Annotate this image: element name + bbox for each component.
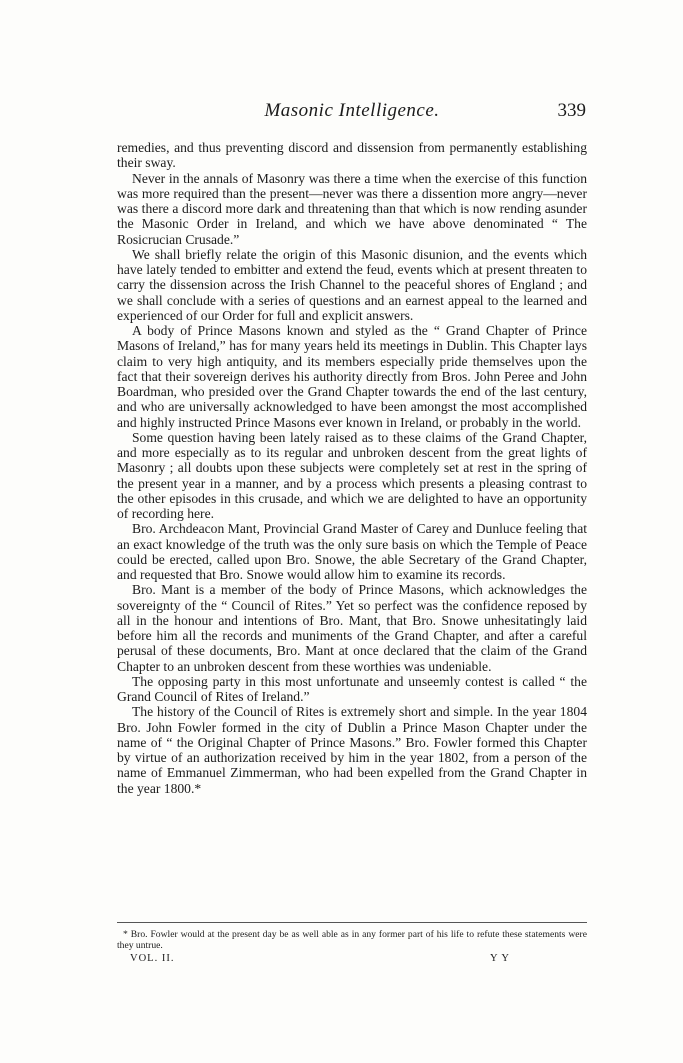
volume-mark: VOL. II. xyxy=(130,953,175,964)
paragraph: remedies, and thus preventing discord and dissension from permanently establishing their sway. xyxy=(117,140,587,171)
paragraph: We shall briefly relate the origin of this Masonic disunion, and the events which have lately tended to embitter and extend the feud, events which at present threaten to carry the dissension across the Irish Channel to the peaceful shores of England ; and we shall conclude with a series of questions and an earnest appeal to the learned and experienced of our Order for full and explicit answers. xyxy=(117,246,587,323)
footnote-divider xyxy=(117,922,587,923)
paragraph: The history of the Council of Rites is extremely short and simple. In the year 1804 Bro. John Fowler formed in the city of Dublin a Prince Mason Chapter under the name of “ the Original Chapter of Prince Masons.” Bro. Fowler formed this Chapter by virtue of an authorization received by him in the year 1802, from a person of the name of Emmanuel Zimmerman, who had been expelled from the Grand Chapter in the year 1800.* xyxy=(117,704,587,796)
paragraph: Bro. Mant is a member of the body of Prince Masons, which acknowledges the sovereignty of the “ Council of Rites.” Yet so perfect was the confidence reposed by all in the honour and intentions of Bro. Mant, that Bro. Snowe unhesitatingly laid before him all the records and muniments of the Grand Chapter, and after a careful perusal of these documents, Bro. Mant at once declared that the claim of the Grand Chapter to an unbroken descent from these worthies was undeniable. xyxy=(117,582,587,674)
body-text xyxy=(117,140,587,796)
footnote xyxy=(117,929,587,951)
page-header xyxy=(118,100,586,124)
paragraph: The opposing party in this most unfortunate and unseemly contest is called “ the Grand Council of Rites of Ireland.” xyxy=(117,673,587,704)
paragraph: Never in the annals of Masonry was there a time when the exercise of this function was more required than the present—never was there a dissention more angry—never was there a discord more dark and threatening than that which is now rending asunder the Masonic Order in Ireland, and which we have above denominated “ The Rosicrucian Crusade.” xyxy=(117,170,587,247)
page-number: 339 xyxy=(557,100,586,121)
paragraph: Bro. Archdeacon Mant, Provincial Grand Master of Carey and Dunluce feeling that an exact knowledge of the truth was the only sure basis on which the Temple of Peace could be erected, called upon Bro. Snowe, the able Secretary of the Grand Chapter, and requested that Bro. Snowe would allow him to examine its records. xyxy=(117,521,587,582)
signature-mark: Y Y xyxy=(489,953,510,964)
paragraph: A body of Prince Masons known and styled as the “ Grand Chapter of Prince Masons of Ireland,” has for many years held its meetings in Dublin. This Chapter lays claim to very high antiquity, and its members especially pride themselves upon the fact that their sovereign derives his authority directly from Bros. John Peree and John Boardman, who presided over the Grand Chapter towards the end of the last century, and who are universally acknowledged to have been amongst the most accomplished and highly instructed Prince Masons ever known in Ireland, or probably in the world. xyxy=(117,323,587,430)
footnote-text: * Bro. Fowler would at the present day be as well able as in any former part of his life to refute these statements were they untrue. xyxy=(117,929,587,951)
running-title: Masonic Intelligence. xyxy=(264,100,440,121)
paragraph: Some question having been lately raised as to these claims of the Grand Chapter, and more especially as to its regular and unbroken descent from the great lights of Masonry ; all doubts upon these subjects were completely set at rest in the spring of the present year in a manner, and by a process which presents a pleasing contrast to the other episodes in this crusade, and which we are delighted to have an opportunity of recording here. xyxy=(117,429,587,521)
